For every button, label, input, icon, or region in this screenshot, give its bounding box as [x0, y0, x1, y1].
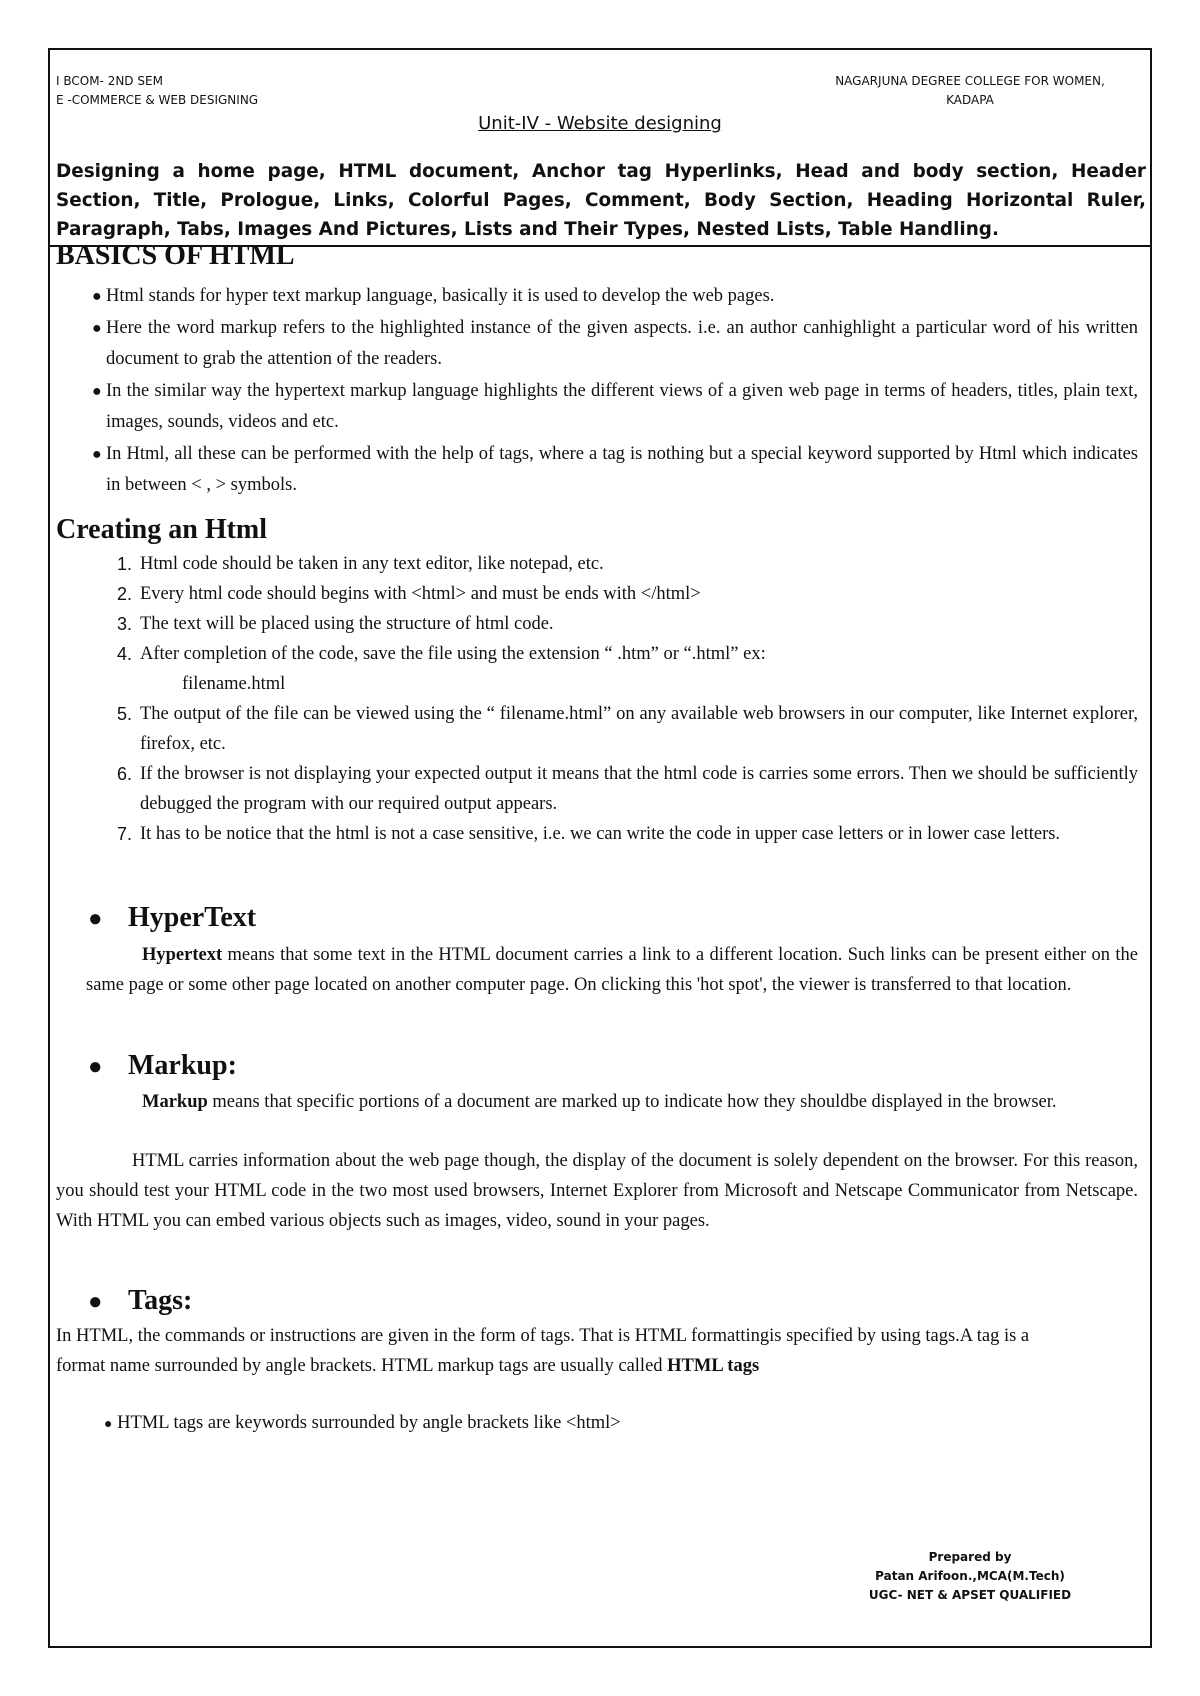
author-name: Patan Arifoon.,MCA(M.Tech): [875, 1569, 1065, 1583]
college-name: NAGARJUNA DEGREE COLLEGE FOR WOMEN,: [835, 74, 1105, 88]
subject-label: E -COMMERCE & WEB DESIGNING: [56, 93, 259, 107]
tags-bullet: ● HTML tags are keywords surrounded by angle brackets like <html>: [104, 1413, 621, 1433]
hypertext-heading: ● HyperText: [88, 902, 257, 933]
header-right: [780, 72, 1160, 110]
markup-paragraph-2: HTML carries information about the web page though, the display of the document is solely dependent on the browser. For this reason, you should test your HTML code in the two most used browsers, Internet Explorer from Microsoft and Netscape Communicator from Netscape. With HTML you can embed various objects such as images, video, sound in your pages.: [56, 1151, 1138, 1231]
topics-summary: Designing a home page, HTML document, Anchor tag Hyperlinks, Head and body section, Header Section, Title, Prologue, Links, Colorful Pages, Comment, Body Section, Heading Horizontal Ruler, Paragraph, Tabs, Images And Pictures, Lists and Their Types, Nested Lists, Table Handling.: [56, 161, 1146, 240]
hypertext-paragraph: Hypertext means that some text in the HTML document carries a link to a different location. Such links can be present either on the same page or some other page located on another computer page. On clicking this 'hot spot', the viewer is transferred to that location.: [86, 945, 1138, 995]
bullet-icon: ●: [88, 1289, 103, 1315]
html-tags-term: HTML tags: [667, 1356, 760, 1376]
creating-steps: [116, 549, 1138, 849]
list-item: ● Here the word markup refers to the highlighted instance of the given aspects. i.e. an author canhighlight a particular word of his written document to grab the attention of the readers.: [106, 313, 1138, 375]
list-item: 1. Html code should be taken in any text editor, like notepad, etc.: [116, 554, 604, 574]
footer-credits: [790, 1548, 1150, 1605]
hypertext-term: Hypertext: [142, 945, 223, 965]
author-qualification: UGC- NET & APSET QUALIFIED: [868, 1588, 1072, 1602]
tags-paragraph: In HTML, the commands or instructions are given in the form of tags. That is HTML formattingis specified by using tags.A tag is a format name surrounded by angle brackets. HTML markup tags are usually called HTML tags: [56, 1326, 1030, 1376]
bullet-icon: ●: [104, 1417, 113, 1432]
college-city: KADAPA: [946, 93, 994, 107]
markup-heading: ● Markup:: [88, 1050, 237, 1081]
unit-title: Unit-IV - Website designing: [478, 113, 722, 134]
basics-heading: BASICS OF HTML: [56, 240, 295, 271]
list-item: 2. Every html code should begins with <html> and must be ends with </html>: [116, 584, 701, 604]
tags-heading: ● Tags:: [88, 1285, 193, 1316]
example-filename: filename.html: [182, 674, 286, 694]
basics-list: [92, 281, 1138, 502]
bullet-icon: ●: [92, 288, 102, 305]
bullet-icon: ●: [92, 383, 102, 400]
list-item: ● In Html, all these can be performed with the help of tags, where a tag is nothing but a special keyword supported by Html which indicates in between < , > symbols.: [106, 439, 1138, 501]
list-item: 3. The text will be placed using the structure of html code.: [116, 614, 554, 634]
list-item: ● Html stands for hyper text markup language, basically it is used to develop the web pages.: [106, 281, 1138, 312]
creating-heading: Creating an Html: [56, 514, 268, 545]
markup-paragraph: Markup means that specific portions of a document are marked up to indicate how they shouldbe displayed in the browser.: [142, 1092, 1057, 1112]
bullet-icon: ●: [92, 446, 102, 463]
course-label: I BCOM- 2ND SEM: [56, 74, 163, 88]
header-left: [56, 72, 258, 110]
list-item: 4. After completion of the code, save the file using the extension “ .htm” or “.html” ex: filename.html: [140, 639, 1138, 699]
prepared-by-label: Prepared by: [928, 1550, 1012, 1564]
bullet-icon: ●: [88, 1054, 103, 1080]
list-item: 6. If the browser is not displaying your expected output it means that the html code is carries some errors. Then we should be sufficiently debugged the program with our required output appears.: [116, 764, 1138, 814]
bullet-icon: ●: [88, 906, 103, 932]
list-item: ● In the similar way the hypertext markup language highlights the different views of a given web page in terms of headers, titles, plain text, images, sounds, videos and etc.: [106, 376, 1138, 438]
list-item: 7. It has to be notice that the html is not a case sensitive, i.e. we can write the code in upper case letters or in lower case letters.: [116, 824, 1061, 844]
bullet-icon: ●: [92, 320, 102, 337]
list-item: 5. The output of the file can be viewed using the “ filename.html” on any available web browsers in our computer, like Internet explorer, firefox, etc.: [116, 704, 1138, 754]
markup-term: Markup: [142, 1092, 208, 1112]
